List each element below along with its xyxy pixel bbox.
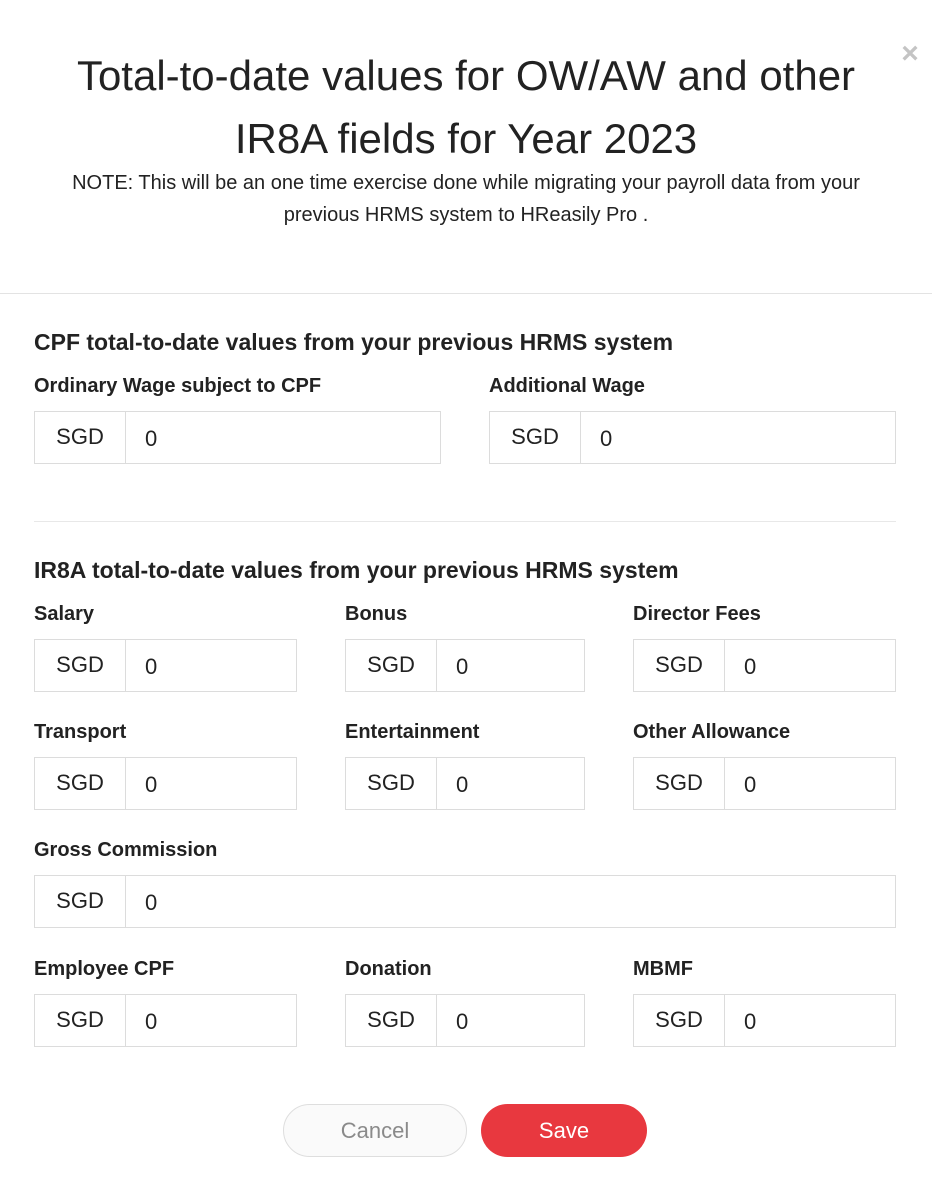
currency-addon: SGD: [346, 640, 437, 691]
entertainment-label: Entertainment: [345, 721, 480, 743]
transport-label: Transport: [34, 721, 127, 743]
director-fees-input[interactable]: [725, 640, 895, 691]
director-fees-field: [633, 639, 896, 692]
section-divider: [34, 521, 896, 522]
donation-field: [345, 994, 585, 1047]
mbmf-field: [633, 994, 896, 1047]
other-allowance-label: Other Allowance: [633, 721, 791, 743]
dialog-title-line-1: Total-to-date values for OW/AW and other: [76, 52, 856, 99]
employee-cpf-input[interactable]: [126, 995, 296, 1046]
additional-wage-label: Additional Wage: [489, 375, 645, 397]
header-divider: [0, 293, 932, 294]
currency-addon: SGD: [35, 876, 126, 927]
ordinary-wage-input[interactable]: [126, 412, 440, 463]
salary-input[interactable]: [126, 640, 296, 691]
currency-addon: SGD: [35, 758, 126, 809]
transport-input[interactable]: [126, 758, 296, 809]
ordinary-wage-field: [34, 411, 441, 464]
cpf-section-title: CPF total-to-date values from your previous HRMS system: [34, 329, 674, 355]
transport-field: [34, 757, 297, 810]
gross-commission-input[interactable]: [126, 876, 895, 927]
migration-note-line-2: previous HRMS system to HReasily Pro .: [283, 204, 649, 226]
other-allowance-field: [633, 757, 896, 810]
donation-label: Donation: [345, 958, 432, 980]
director-fees-label: Director Fees: [633, 603, 761, 625]
other-allowance-input[interactable]: [725, 758, 895, 809]
ordinary-wage-label: Ordinary Wage subject to CPF: [34, 375, 322, 397]
mbmf-label: MBMF: [633, 958, 693, 980]
currency-addon: SGD: [346, 758, 437, 809]
additional-wage-input[interactable]: [581, 412, 895, 463]
cancel-button[interactable]: Cancel: [283, 1104, 467, 1157]
currency-addon: SGD: [634, 640, 725, 691]
bonus-label: Bonus: [345, 603, 408, 625]
entertainment-input[interactable]: [437, 758, 584, 809]
employee-cpf-label: Employee CPF: [34, 958, 175, 980]
currency-addon: SGD: [346, 995, 437, 1046]
employee-cpf-field: [34, 994, 297, 1047]
currency-addon: SGD: [35, 412, 126, 463]
currency-addon: SGD: [490, 412, 581, 463]
currency-addon: SGD: [35, 995, 126, 1046]
bonus-input[interactable]: [437, 640, 584, 691]
gross-commission-label: Gross Commission: [34, 839, 218, 861]
save-button[interactable]: Save: [481, 1104, 647, 1157]
gross-commission-field: [34, 875, 896, 928]
salary-field: [34, 639, 297, 692]
salary-label: Salary: [34, 603, 95, 625]
bonus-field: [345, 639, 585, 692]
close-icon[interactable]: ×: [901, 37, 919, 70]
donation-input[interactable]: [437, 995, 584, 1046]
currency-addon: SGD: [634, 995, 725, 1046]
currency-addon: SGD: [634, 758, 725, 809]
migration-note-line-1: NOTE: This will be an one time exercise done while migrating your payroll data from your: [72, 172, 860, 194]
entertainment-field: [345, 757, 585, 810]
additional-wage-field: [489, 411, 896, 464]
migration-note: [10, 167, 922, 231]
dialog-title-line-2: IR8A fields for Year 2023: [234, 115, 698, 162]
currency-addon: SGD: [35, 640, 126, 691]
mbmf-input[interactable]: [725, 995, 895, 1046]
dialog-title: [0, 44, 932, 170]
ir8a-section-title: IR8A total-to-date values from your previous HRMS system: [34, 557, 679, 583]
